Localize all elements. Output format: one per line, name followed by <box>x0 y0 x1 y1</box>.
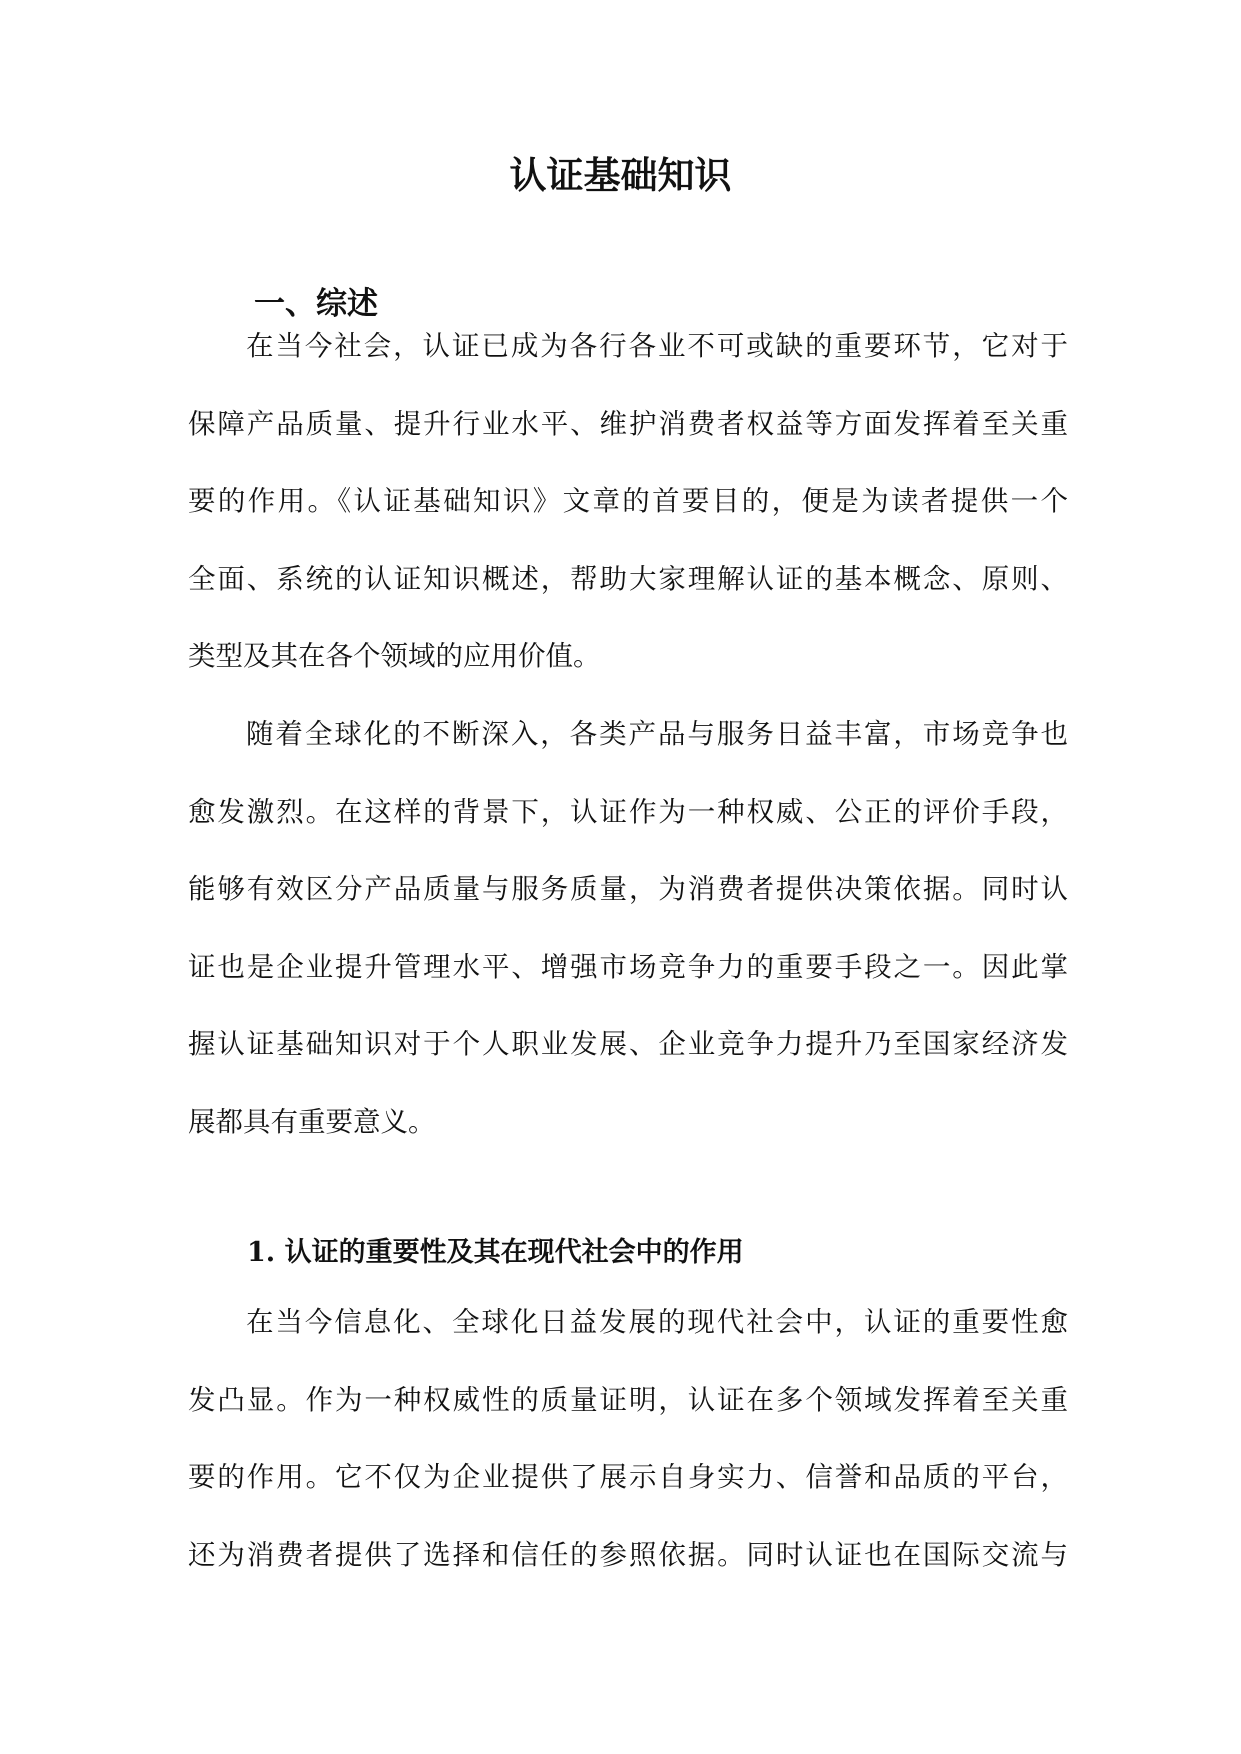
text-line: 随着全球化的不断深入，各类产品与服务日益丰富，市场竞争也 <box>246 718 1068 750</box>
text-line: 要的作用。它不仅为企业提供了展示自身实力、信誉和品质的平台， <box>188 1461 1068 1493</box>
text-line: 在当今信息化、全球化日益发展的现代社会中，认证的重要性愈 <box>246 1306 1068 1338</box>
document-title: 认证基础知识 <box>509 153 732 197</box>
text-line: 证也是企业提升管理水平、增强市场竞争力的重要手段之一。因此掌 <box>188 950 1068 983</box>
text-line: 类型及其在各个领域的应用价值。 <box>188 640 601 672</box>
text-line: 全面、系统的认证知识概述，帮助大家理解认证的基本概念、原则、 <box>188 562 1068 595</box>
text-line: 保障产品质量、提升行业水平、维护消费者权益等方面发挥着至关重 <box>188 407 1068 440</box>
text-line: 能够有效区分产品质量与服务质量，为消费者提供决策依据。同时认 <box>188 873 1068 905</box>
text-line: 发凸显。作为一种权威性的质量证明，认证在多个领域发挥着至关重 <box>188 1383 1068 1416</box>
section-heading-overview: 一、综述 <box>254 286 378 322</box>
subsection-heading-importance: 1. 认证的重要性及其在现代社会中的作用 <box>247 1237 744 1268</box>
paragraph-overview-1 <box>188 308 1068 696</box>
text-line: 在当今社会，认证已成为各行各业不可或缺的重要环节，它对于 <box>246 330 1068 362</box>
text-line: 愈发激烈。在这样的背景下，认证作为一种权威、公正的评价手段， <box>188 795 1068 828</box>
text-line: 还为消费者提供了选择和信任的参照依据。同时认证也在国际交流与 <box>188 1538 1068 1571</box>
text-line: 要的作用。《认证基础知识》文章的首要目的，便是为读者提供一个 <box>188 485 1068 517</box>
paragraph-importance-1 <box>188 1284 1068 1594</box>
paragraph-overview-2 <box>188 696 1068 1161</box>
text-line: 握认证基础知识对于个人职业发展、企业竞争力提升乃至国家经济发 <box>188 1028 1068 1060</box>
text-line: 展都具有重要意义。 <box>188 1105 436 1138</box>
